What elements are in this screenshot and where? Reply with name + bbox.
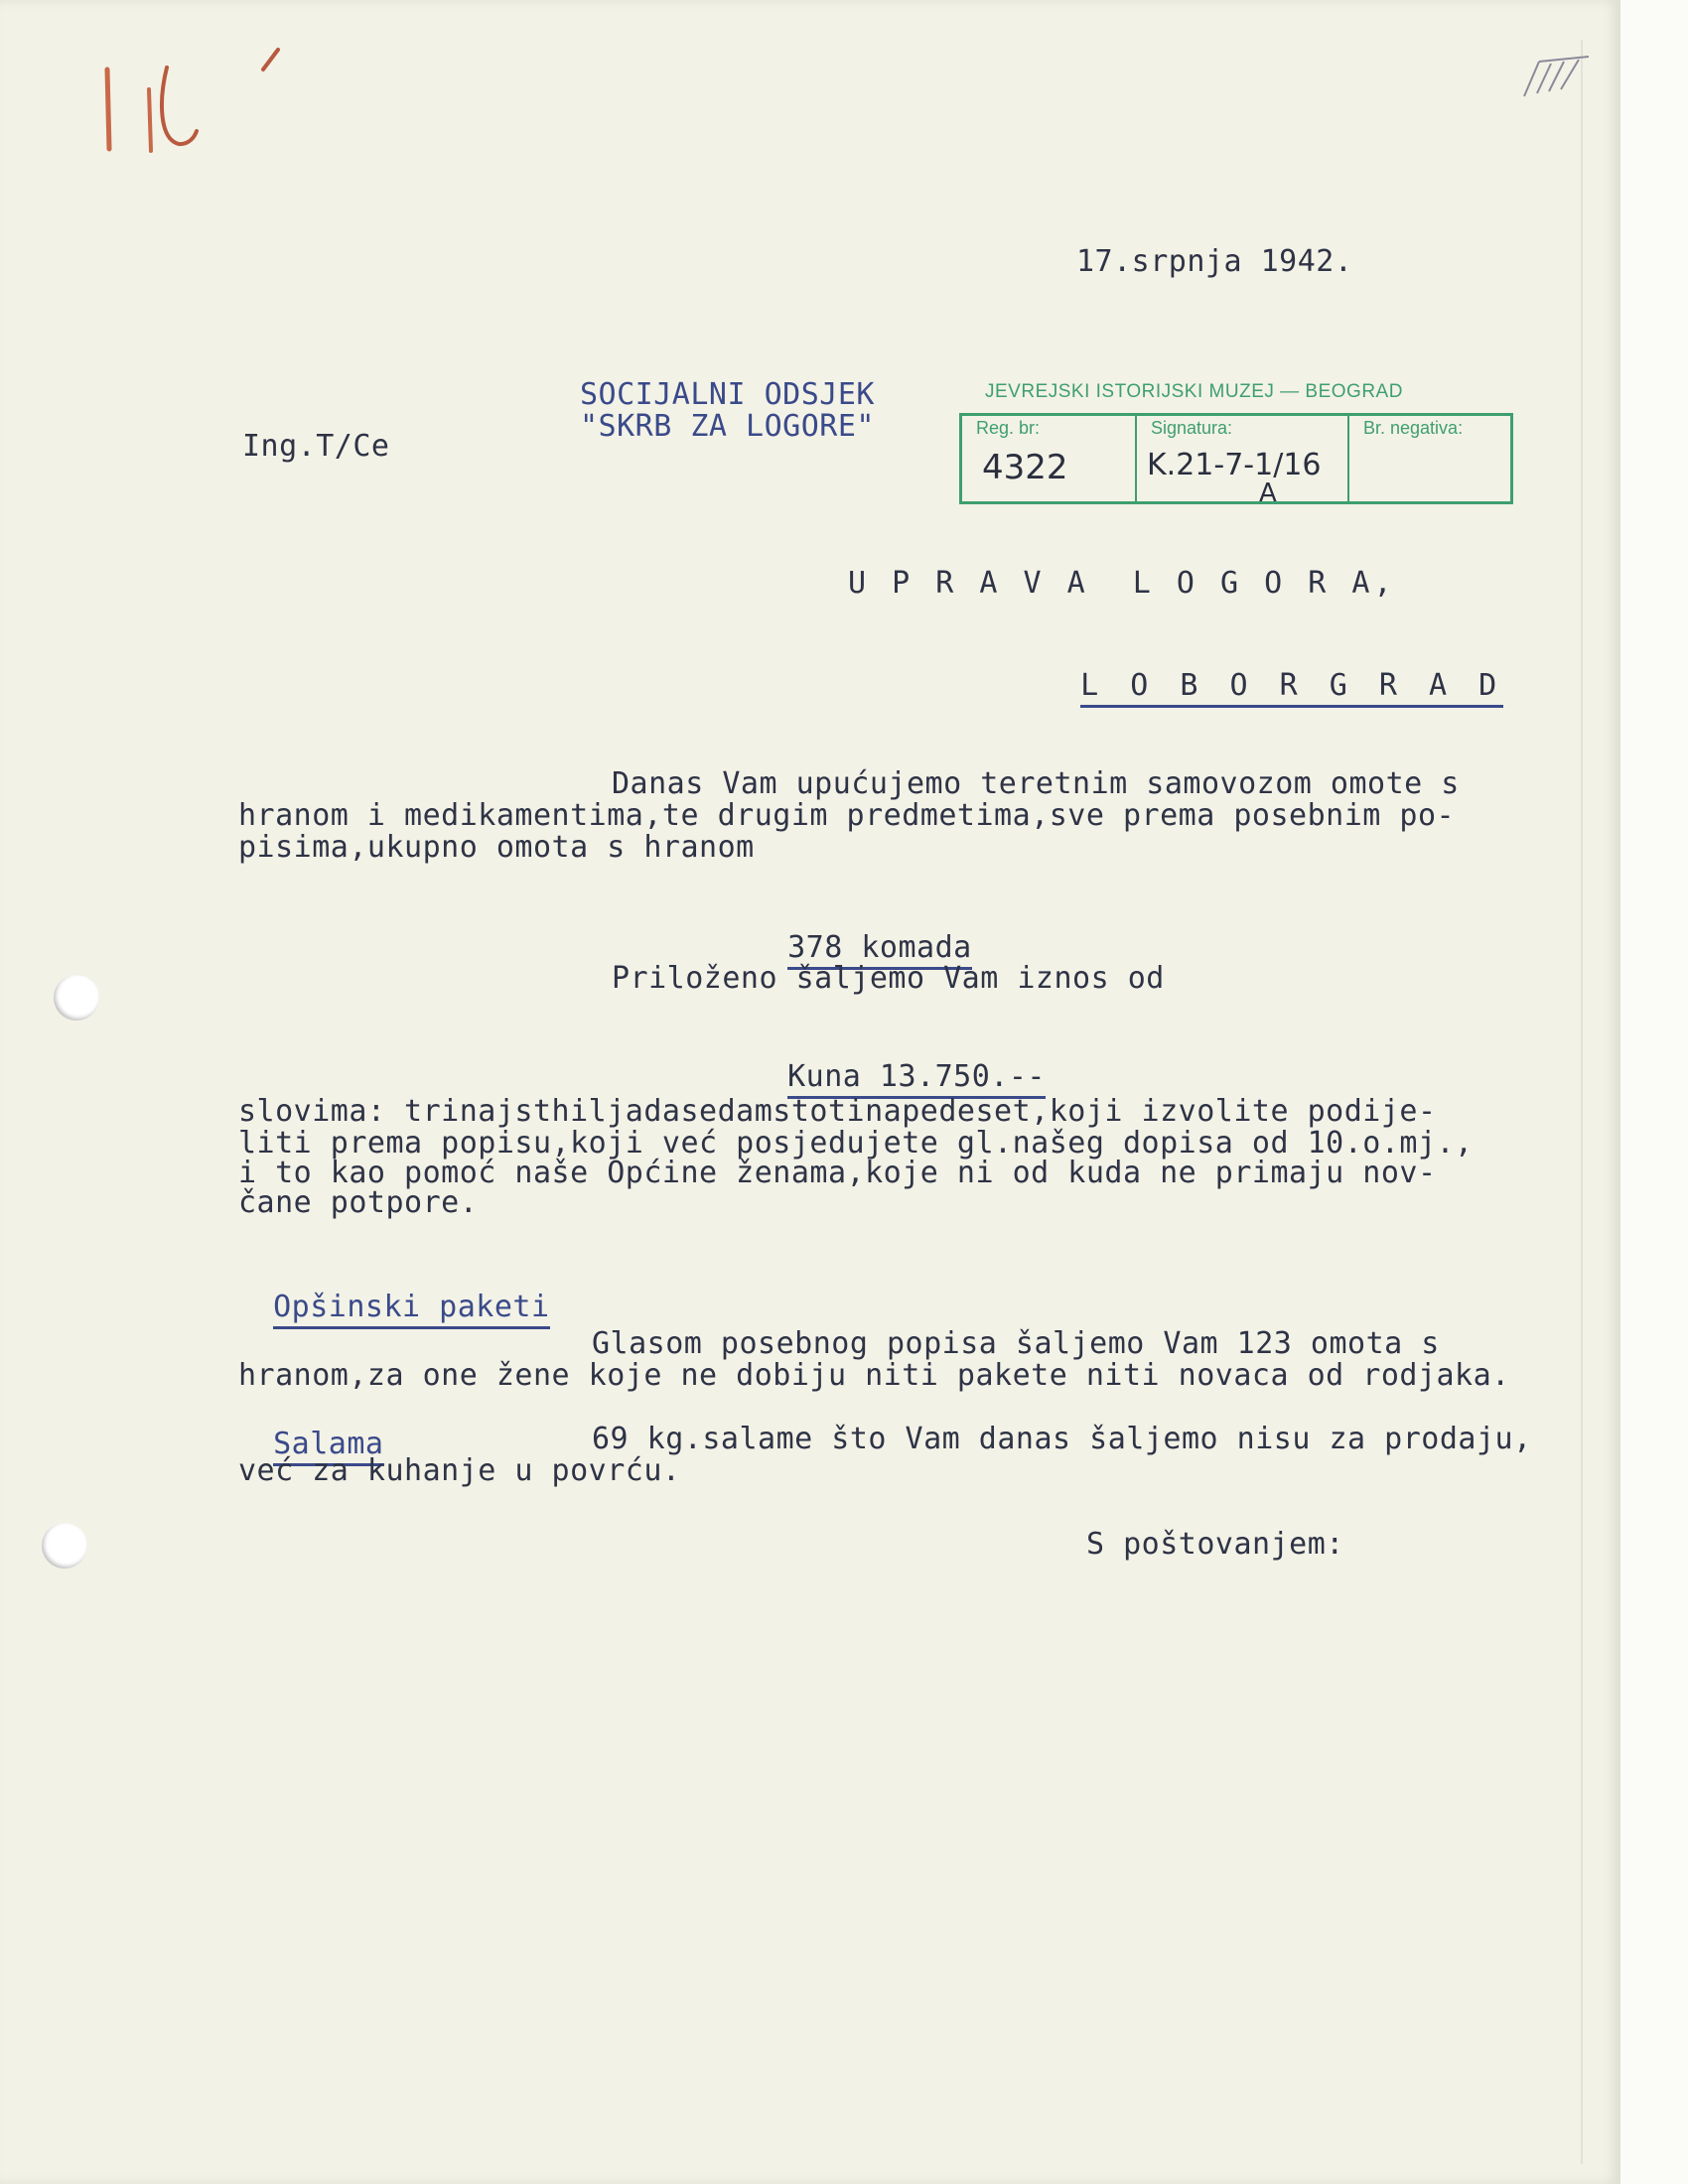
recipient-line-2 [1031,633,1503,703]
closing-salutation: S poštovanjem: [1086,1527,1344,1562]
sender-line-2: "SKRB ZA LOGORE" [580,409,875,444]
stamp-signatura-value: K.21-7-1/16 [1147,448,1322,482]
body-p2-line-4: čane potpore. [238,1185,479,1220]
body-p1-line-3: pisima,ukupno omota s hranom [238,830,755,865]
stamp-signatura-extra: A [1259,478,1277,508]
heading-salami-text: Salama [273,1427,383,1466]
body-p4-line-1: 69 kg.salame što Vam danas šaljemo nisu za prodaju, [592,1422,1532,1456]
recipient-city: L O B O R G R A D [1080,668,1503,708]
stamp-reg-cell [962,416,1137,501]
body-p3-line-1: Glasom posebnog popisa šaljemo Vam 123 omota s [592,1326,1440,1361]
heading-salami [236,1392,384,1461]
red-pencil-mark [89,40,308,159]
heading-municipal-parcels [236,1255,550,1324]
stamp-title: JEVREJSKI ISTORIJSKI MUZEJ — BEOGRAD [985,381,1403,402]
stamp-signatura-label: Signatura: [1151,418,1233,438]
recipient-line-1: U P R A V A L O G O R A, [848,566,1396,601]
scan-margin [1620,0,1688,2184]
stamp-negativ-cell [1349,416,1510,501]
punch-hole [54,975,99,1021]
body-p1-line-1: Danas Vam upućujemo teretnim samovozom omote s [612,766,1460,801]
punch-hole [42,1523,87,1569]
amount-text: Kuna 13.750.-- [787,1059,1046,1099]
body-p2-line-3: i to kao pomoć naše Općine ženama,koje ni od kuda ne primaju nov- [238,1156,1437,1190]
body-p4-line-2: već za kuhanje u povrću. [238,1453,681,1488]
letter-date: 17.srpnja 1942. [1076,244,1353,279]
body-p1-line-2: hranom i medikamentima,te drugim predmetima,sve prema posebnim po- [238,798,1456,833]
stamp-negativ-label: Br. negativa: [1363,418,1464,438]
parcel-count [751,895,972,965]
heading-municipal-parcels-text: Opšinski paketi [273,1290,549,1329]
pencil-scribble [1519,52,1599,111]
amount [751,1024,1046,1094]
amount-intro: Priloženo šaljemo Vam iznos od [612,961,1165,996]
stamp-signatura-cell [1137,416,1349,501]
body-p3-line-2: hranom,za one žene koje ne dobiju niti pakete niti novaca od rodjaka. [238,1358,1510,1393]
museum-registration-stamp [953,381,1509,504]
stamp-reg-label: Reg. br: [976,418,1041,438]
stamp-reg-value: 4322 [982,448,1068,487]
sender-line-1: SOCIJALNI ODSJEK [580,377,875,412]
parcel-count-text: 378 komada [787,930,972,970]
page-edge-shadow [1581,40,1583,2164]
reference-code: Ing.T/Ce [242,429,390,464]
body-p2-line-2: liti prema popisu,koji već posjedujete gl.našeg dopisa od 10.o.mj., [238,1126,1474,1160]
stamp-fields [959,413,1513,504]
body-p2-line-1: slovima: trinajsthiljadasedamstotinapedeset,koji izvolite podije- [238,1094,1437,1129]
